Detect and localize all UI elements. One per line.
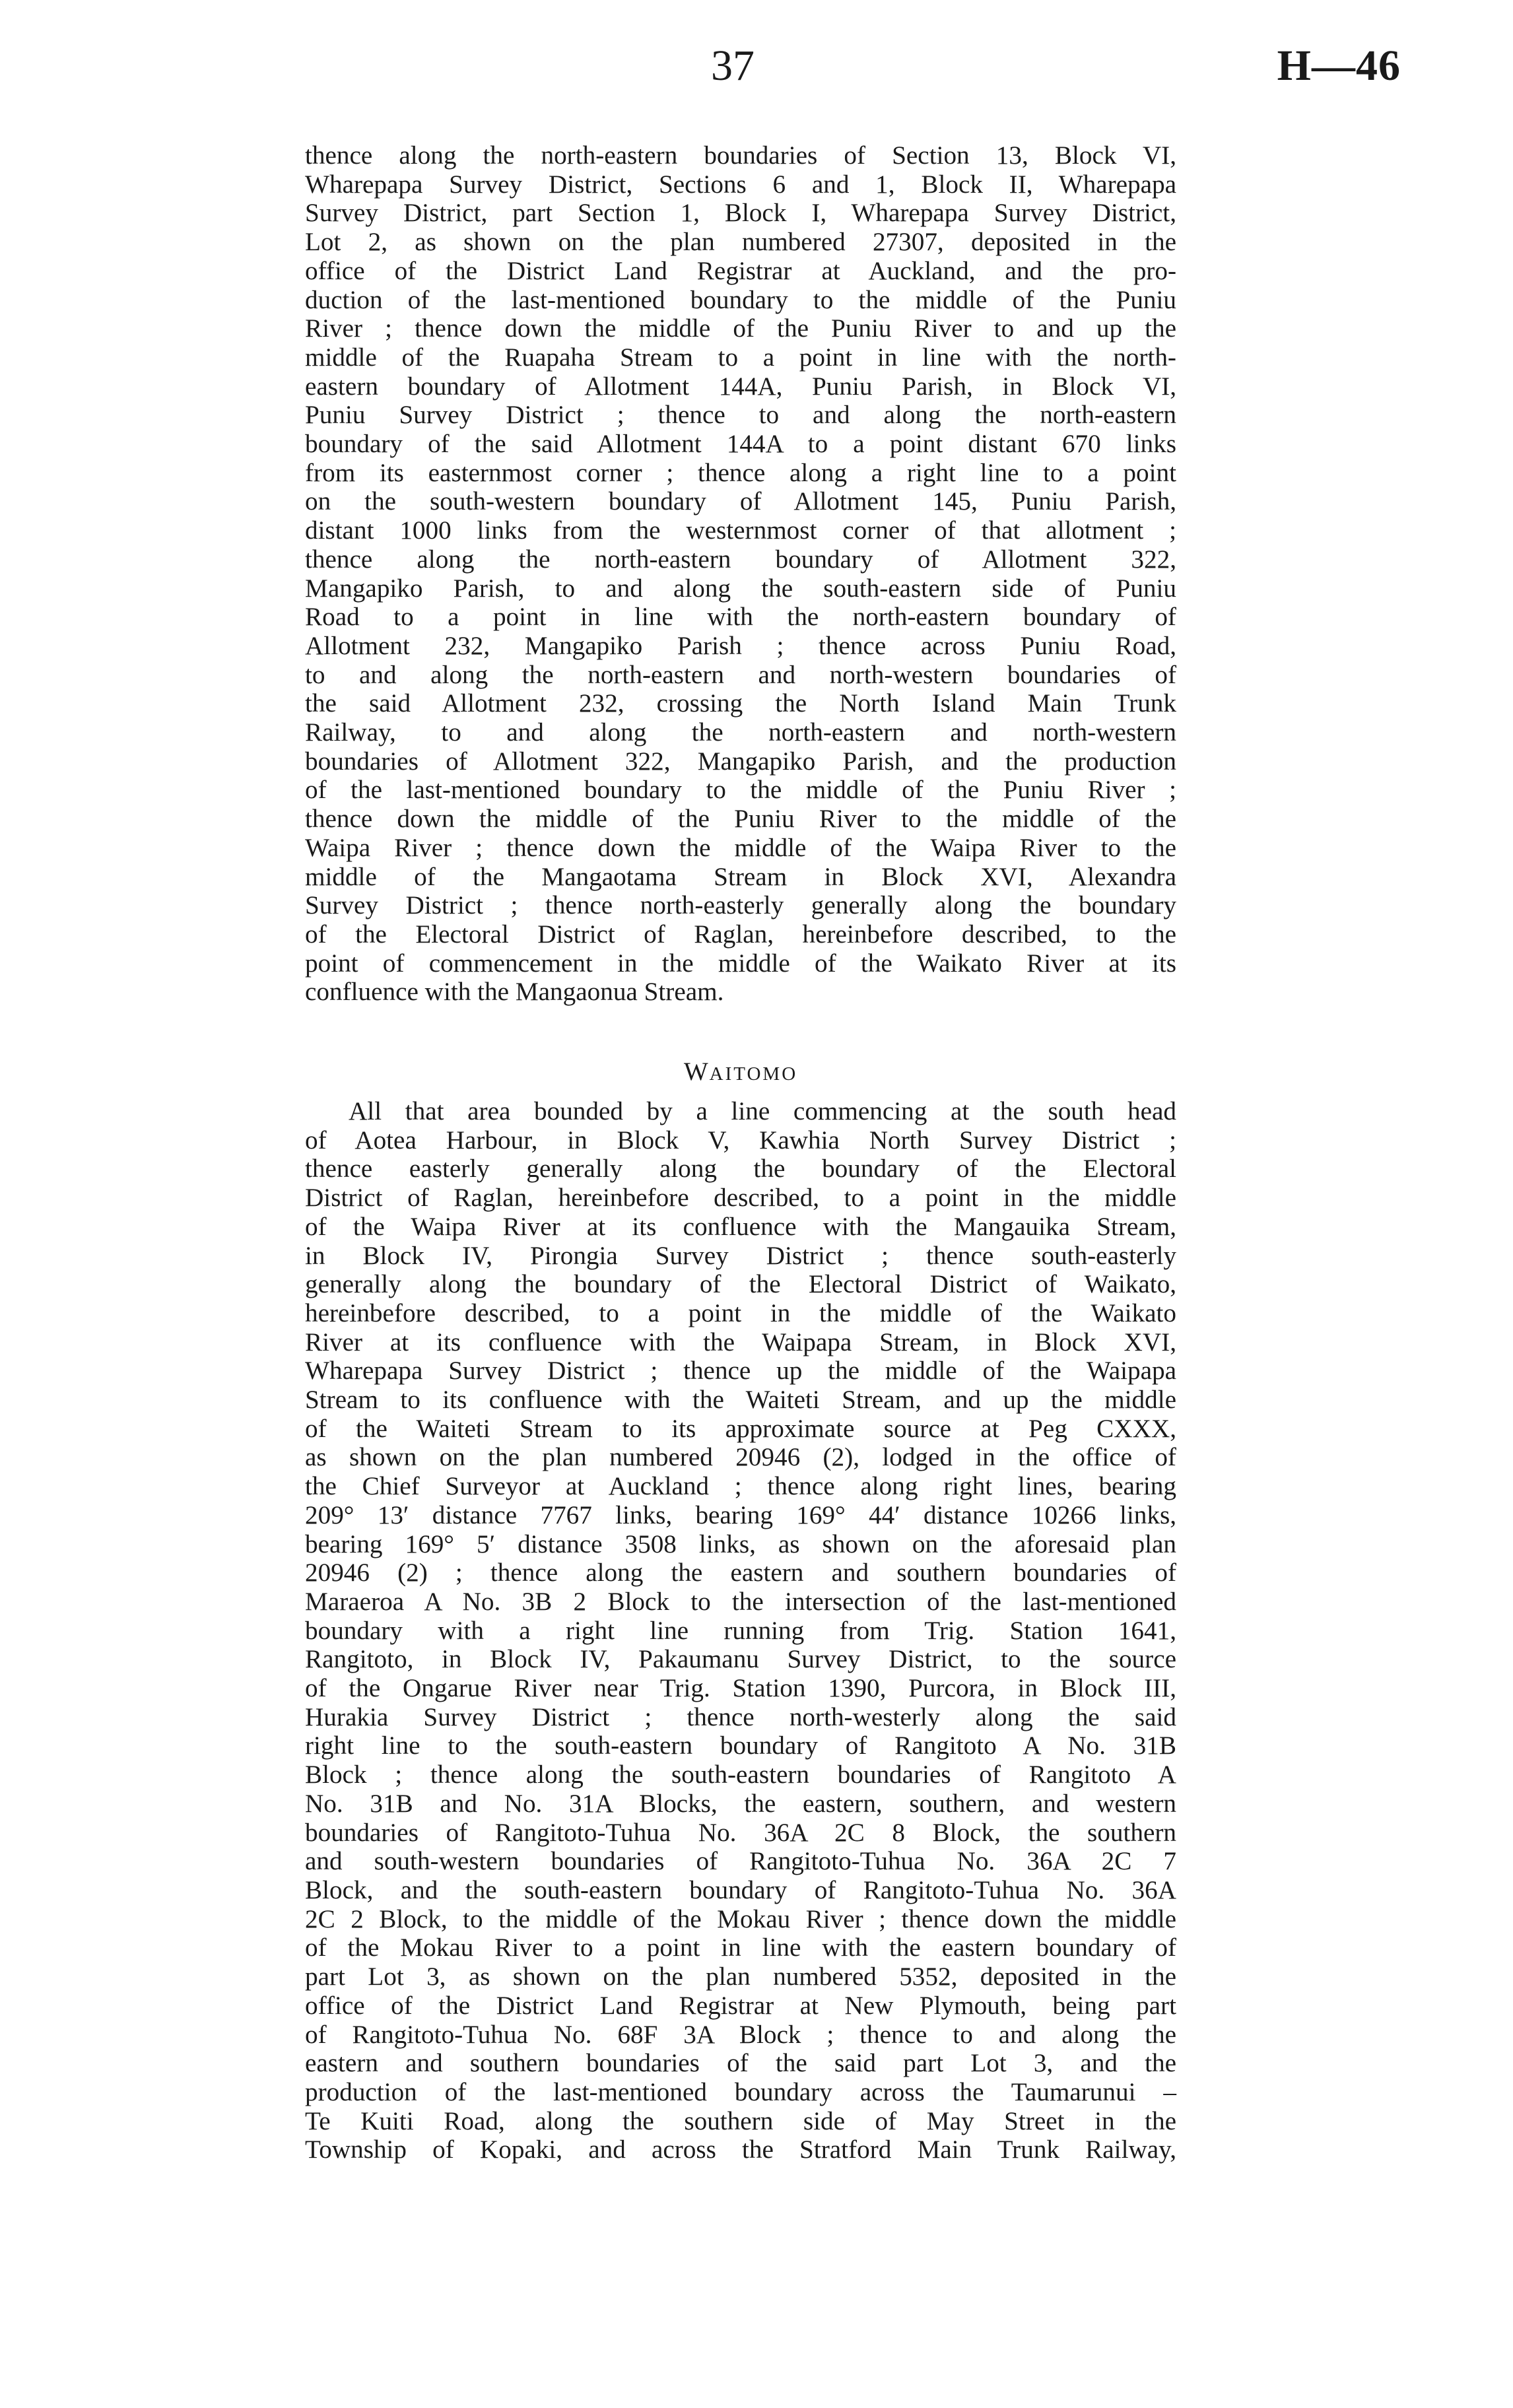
text-line: production of the last-mentioned boundary across the Taumarunui – (305, 2077, 1176, 2106)
text-line: point of commencement in the middle of the Waikato River at its (305, 949, 1176, 978)
section-heading-waitomo (305, 1057, 1176, 1089)
text-line: of the Ongarue River near Trig. Station 1390, Purcora, in Block III, (305, 1674, 1176, 1703)
text-line: hereinbefore described, to a point in the middle of the Waikato (305, 1298, 1176, 1327)
text-line: Railway, to and along the north-eastern and north-western (305, 718, 1176, 747)
text-line: Wharepapa Survey District ; thence up the middle of the Waipapa (305, 1356, 1176, 1386)
text-line: Lot 2, as shown on the plan numbered 27307, deposited in the (305, 228, 1176, 257)
text-line: boundary of the said Allotment 144A to a point distant 670 links (305, 430, 1176, 459)
text-line: of the last-mentioned boundary to the middle of the Puniu River ; (305, 776, 1176, 805)
text-line: thence easterly generally along the boundary of the Electoral (305, 1154, 1176, 1184)
text-line: eastern boundary of Allotment 144A, Puniu Parish, in Block VI, (305, 372, 1176, 401)
text-line: of the Waipa River at its confluence with the Mangauika Stream, (305, 1212, 1176, 1241)
text-line: bearing 169° 5′ distance 3508 links, as shown on the aforesaid plan (305, 1529, 1176, 1558)
text-line: of the Electoral District of Raglan, hereinbefore described, to the (305, 920, 1176, 949)
text-line: Survey District, part Section 1, Block I, Wharepapa Survey District, (305, 199, 1176, 228)
text-line: as shown on the plan numbered 20946 (2), lodged in the office of (305, 1443, 1176, 1472)
text-line: boundary with a right line running from Trig. Station 1641, (305, 1616, 1176, 1645)
text-line: No. 31B and No. 31A Blocks, the eastern, southern, and western (305, 1789, 1176, 1818)
text-line: Block, and the south-eastern boundary of Rangitoto-Tuhua No. 36A (305, 1875, 1176, 1904)
waitomo-paragraph (305, 1097, 1176, 2164)
text-line: in Block IV, Pirongia Survey District ; thence south-easterly (305, 1241, 1176, 1270)
text-line: Township of Kopaki, and across the Stratford Main Trunk Railway, (305, 2135, 1176, 2164)
text-line: the said Allotment 232, crossing the North Island Main Trunk (305, 689, 1176, 718)
text-line: eastern and southern boundaries of the said part Lot 3, and the (305, 2049, 1176, 2078)
heading-initial: W (683, 1057, 710, 1086)
text-line: of Rangitoto-Tuhua No. 68F 3A Block ; thence to and along the (305, 2020, 1176, 2049)
text-line: 209° 13′ distance 7767 links, bearing 169° 44′ distance 10266 links, (305, 1500, 1176, 1529)
text-line: Allotment 232, Mangapiko Parish ; thence across Puniu Road, (305, 631, 1176, 660)
text-line: on the south-western boundary of Allotment 145, Puniu Parish, (305, 487, 1176, 516)
text-line: Rangitoto, in Block IV, Pakaumanu Survey District, to the source (305, 1645, 1176, 1674)
heading-small-caps: AITOMO (709, 1063, 798, 1085)
text-line: thence along the north-eastern boundary of Allotment 322, (305, 545, 1176, 574)
page-number: 37 (711, 42, 755, 90)
text-line: distant 1000 links from the westernmost corner of that allotment ; (305, 516, 1176, 545)
text-line: Puniu Survey District ; thence to and along the north-eastern (305, 401, 1176, 430)
text-line: part Lot 3, as shown on the plan numbered 5352, deposited in the (305, 1962, 1176, 1991)
text-line: office of the District Land Registrar at New Plymouth, being part (305, 1991, 1176, 2020)
text-line: Wharepapa Survey District, Sections 6 and 1, Block II, Wharepapa (305, 170, 1176, 199)
text-line: to and along the north-eastern and north-western boundaries of (305, 660, 1176, 689)
text-line: 20946 (2) ; thence along the eastern and southern boundaries of (305, 1558, 1176, 1588)
text-line: confluence with the Mangaonua Stream. (305, 978, 724, 1007)
text-line: Hurakia Survey District ; thence north-westerly along the said (305, 1702, 1176, 1731)
text-line: Maraeroa A No. 3B 2 Block to the intersection of the last-mentioned (305, 1587, 1176, 1616)
text-line: of the Waiteti Stream to its approximate source at Peg CXXX, (305, 1414, 1176, 1443)
text-line: office of the District Land Registrar at Auckland, and the pro- (305, 256, 1176, 285)
text-line: from its easternmost corner ; thence along a right line to a point (305, 458, 1176, 487)
text-line: Block ; thence along the south-eastern boundaries of Rangitoto A (305, 1760, 1176, 1789)
text-line: 2C 2 Block, to the middle of the Mokau River ; thence down the middle (305, 1904, 1176, 1933)
text-line: right line to the south-eastern boundary of Rangitoto A No. 31B (305, 1731, 1176, 1760)
text-line: Waipa River ; thence down the middle of the Waipa River to the (305, 833, 1176, 862)
text-line: thence along the north-eastern boundaries of Section 13, Block VI, (305, 141, 1176, 170)
text-line: the Chief Surveyor at Auckland ; thence along right lines, bearing (305, 1472, 1176, 1501)
text-line: boundaries of Rangitoto-Tuhua No. 36A 2C 8 Block, the southern (305, 1818, 1176, 1847)
text-line: duction of the last-mentioned boundary to the middle of the Puniu (305, 285, 1176, 314)
text-line: boundaries of Allotment 322, Mangapiko Parish, and the production (305, 747, 1176, 776)
text-line: and south-western boundaries of Rangitoto-Tuhua No. 36A 2C 7 (305, 1847, 1176, 1876)
continuation-paragraph (305, 141, 1176, 1007)
text-line: middle of the Ruapaha Stream to a point in line with the north- (305, 343, 1176, 372)
text-line: generally along the boundary of the Electoral District of Waikato, (305, 1270, 1176, 1299)
text-line: Mangapiko Parish, to and along the south-eastern side of Puniu (305, 574, 1176, 603)
text-line: middle of the Mangaotama Stream in Block XVI, Alexandra (305, 862, 1176, 891)
text-line: River at its confluence with the Waipapa Stream, in Block XVI, (305, 1327, 1176, 1356)
text-line: Survey District ; thence north-easterly generally along the boundary (305, 891, 1176, 920)
text-line: thence down the middle of the Puniu River to the middle of the (305, 805, 1176, 834)
text-line: of the Mokau River to a point in line with the eastern boundary of (305, 1933, 1176, 1962)
text-line: Te Kuiti Road, along the southern side of May Street in the (305, 2106, 1176, 2135)
text-line: River ; thence down the middle of the Puniu River to and up the (305, 314, 1176, 343)
text-line: All that area bounded by a line commencing at the south head (349, 1097, 1176, 1125)
text-line: of Aotea Harbour, in Block V, Kawhia North Survey District ; (305, 1125, 1176, 1154)
text-line: Stream to its confluence with the Waiteti Stream, and up the middle (305, 1386, 1176, 1415)
document-reference: H—46 (1277, 42, 1401, 90)
text-line: Road to a point in line with the north-eastern boundary of (305, 603, 1176, 632)
text-line: District of Raglan, hereinbefore described, to a point in the middle (305, 1184, 1176, 1213)
